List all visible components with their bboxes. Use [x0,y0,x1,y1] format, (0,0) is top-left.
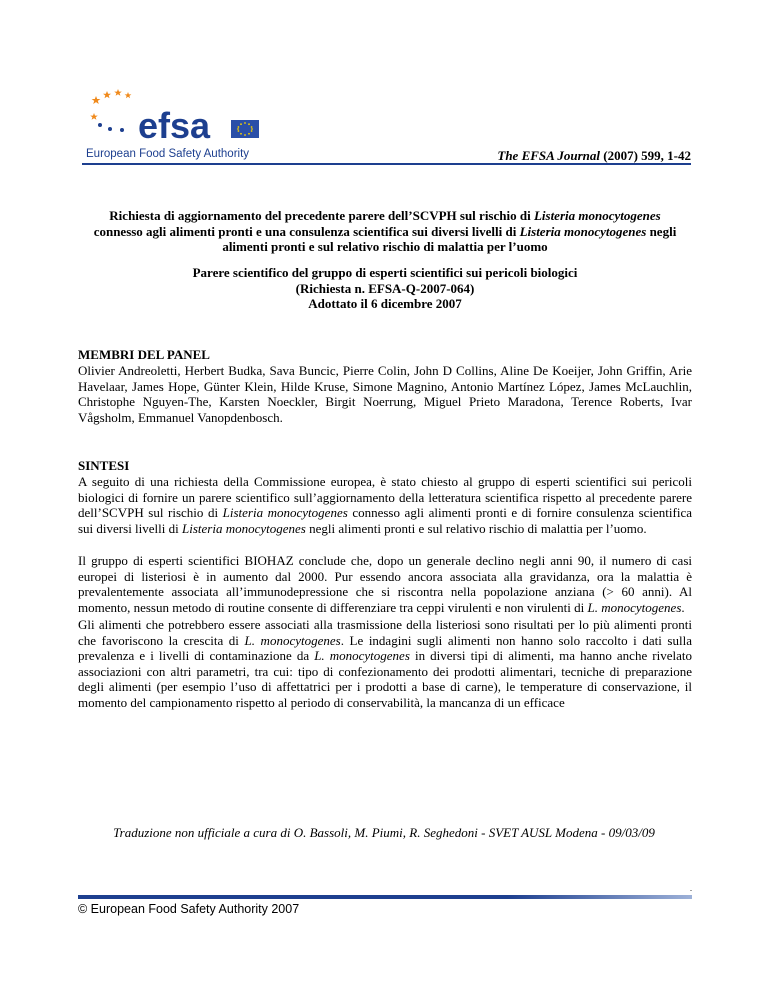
sintesi-paragraph-2 [78,553,692,615]
paragraph-text: . [681,599,685,615]
sintesi-paragraph-3 [78,617,692,711]
title-text: negli [646,223,677,239]
paragraph-text: Gli alimenti che potrebbero essere associati alla trasmissione della listeriosi sono risultati per lo più alimenti pronti che favoriscono la crescita di [78,617,692,648]
efsa-wordmark: efsa [138,105,211,146]
paragraph-text: A seguito di una richiesta della Commissione europea, è stato chiesto al gruppo di esperti scientifici sui pericoli biologici di fornire un parere scientifico sull’aggiornamento della letteratura scientifica rispetto al precedente parere dell’SCVPH sul rischio di [78,474,692,521]
request-number: (Richiesta n. EFSA-Q-2007-064) [295,280,475,296]
title-species: Listeria monocytogenes [533,208,661,223]
sintesi-paragraph-1 [78,474,692,536]
document-title [78,208,692,255]
translation-note: Traduzione non ufficiale a cura di O. Bassoli, M. Piumi, R. Seghedoni - SVET AUSL Modena - 09/03/09 [113,825,655,840]
species-name: L. monocytogenes [244,632,341,648]
paragraph-text: Il gruppo di esperti scientifici BIOHAZ conclude che, dopo un generale declino negli anni 90, il numero di casi europei di listeriosi è in aumento dal 2000. Pur essendo ancora associata alla gravidanza, ora la malattia è prevalentemente associata all’immunodepressione che si riscontra nella popolazione anziana (> 60 anni). Al momento, nessun metodo di routine consente di differenziare tra ceppi virulenti e non virulenti di [78,553,692,615]
paragraph-text: negli alimenti pronti e sul relativo rischio di malattia per l’uomo. [305,520,647,536]
journal-name: The EFSA Journal [497,148,600,163]
efsa-tagline: European Food Safety Authority [86,148,250,160]
footer-rule [78,895,692,899]
journal-issue: (2007) 599, 1-42 [600,148,691,163]
species-name: Listeria monocytogenes [182,520,306,536]
paragraph-text: in diversi tipi di alimenti, ma hanno anche rivelato associazioni con altri parametri, tra cui: tipo di confezionamento dei prodotti alimentari, tecniche di preparazione degli alimenti (per esempio l’uso di affettatrici per i prodotti a base di carne), le temperature di conservazione, il momento del campionamento rispetto al periodo di conservabilità, la mancanza di un efficace [78,648,692,710]
adoption-date: Adottato il 6 dicembre 2007 [308,296,462,312]
title-text: alimenti pronti e sul relativo rischio di malattia per l’uomo [222,239,548,255]
header-rule [82,163,691,165]
species-name: Listeria monocytogenes [222,505,348,521]
members-list: Olivier Andreoletti, Herbert Budka, Sava Buncic, Pierre Colin, John D Collins, Aline De Koeijer, John Griffin, Arie Havelaar, James Hope, Günter Klein, Hilde Kruse, Simone Magnino, Antonio Martínez López, James McLauchlin, Christophe Nguyen-The, Karsten Noeckler, Birgit Noerrung, Miguel Prieto Maradona, Terence Roberts, Ivar Vågsholm, Emmanuel Vanopdenbosch. [78,363,692,425]
footer-copyright: © European Food Safety Authority 2007 [78,902,300,916]
sintesi-heading: SINTESI [78,458,130,473]
paragraph-text: . Le indagini sugli alimenti non hanno solo raccolto i dati sulla prevalenza e i livelli di contaminazione da [78,632,692,664]
efsa-stars-logo-mark [90,88,265,150]
species-name: L. monocytogenes [314,648,410,664]
species-name: L. monocytogenes [587,599,682,615]
title-text: Richiesta di aggiornamento del precedente parere dell’SCVPH sul rischio di [109,208,534,223]
paragraph-text: connesso agli alimenti pronti e di fornire consulenza scientifica sui diversi livelli di [78,505,692,536]
members-heading: MEMBRI DEL PANEL [78,347,210,362]
efsa-logo [86,88,265,166]
document-subtitle [78,265,692,312]
title-text: connesso agli alimenti pronti e una consulenza scientifica sui diversi livelli di [93,223,520,239]
title-species: Listeria monocytogenes [519,223,647,239]
footer-mark: . [690,884,692,893]
journal-reference [497,148,691,164]
subtitle-line: Parere scientifico del gruppo di esperti scientifici sui pericoli biologici [192,265,578,280]
